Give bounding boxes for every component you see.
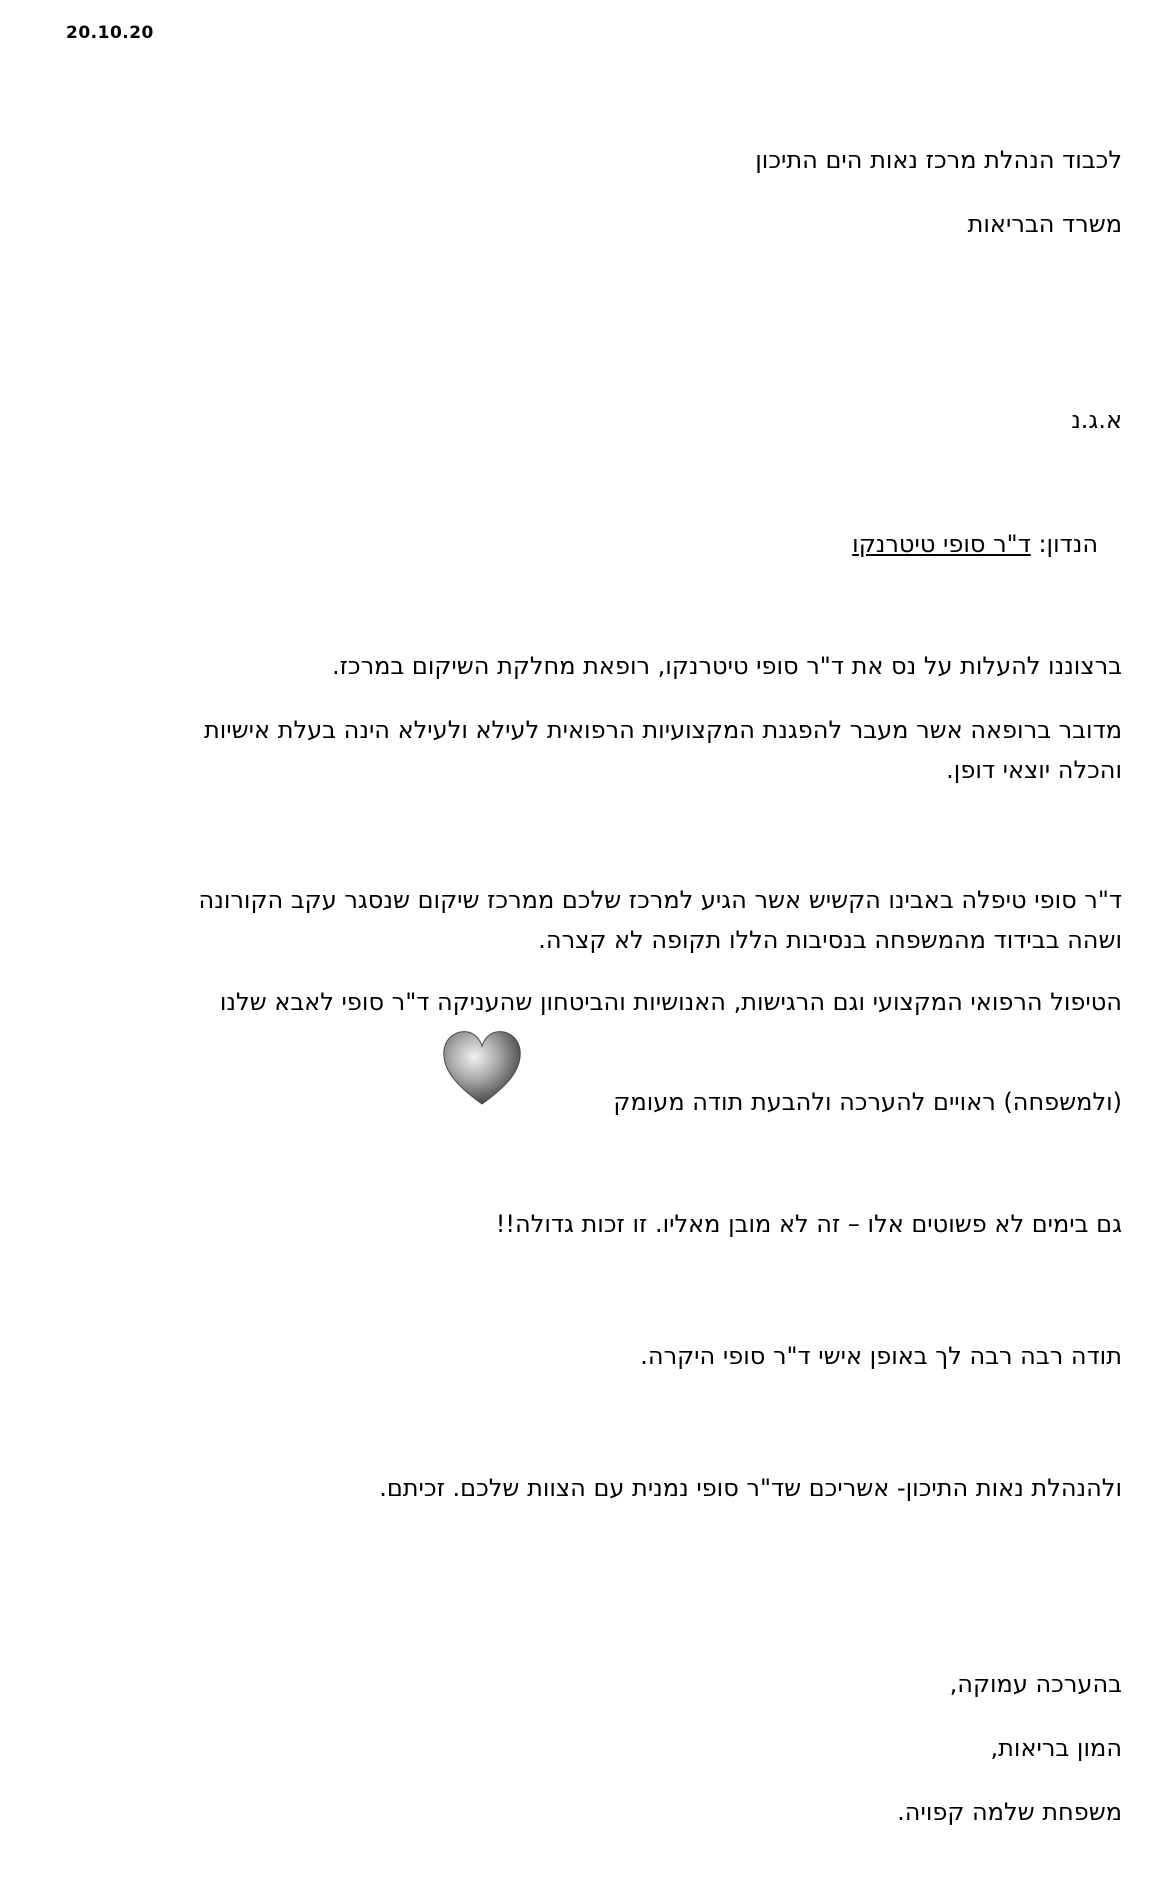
paragraph-4-line-2: (ולמשפחה) ראויים להערכה ולהבעת תודה מעומק [613, 1088, 1122, 1116]
paragraph-6: תודה רבה רבה לך באופן אישי ד"ר סופי היקרה. [640, 1342, 1122, 1370]
subject-name: ד"ר סופי טיטרנקו [852, 530, 1031, 558]
closing-line-1: בהערכה עמוקה, [949, 1670, 1122, 1698]
letter-date: 20.10.20 [66, 23, 154, 43]
subject-label: הנדון: [1030, 530, 1098, 558]
paragraph-2-line-1: מדובר ברופאה אשר מעבר להפגנת המקצועיות הרפואית לעילא ולעילא הינה בעלת אישיות [203, 716, 1122, 744]
paragraph-5: גם בימים לא פשוטים אלו – זה לא מובן מאליו. זו זכות גדולה!! [495, 1210, 1122, 1238]
paragraph-4-line-1: הטיפול הרפואי המקצועי וגם הרגישות, האנושיות והביטחון שהעניקה ד"ר סופי לאבא שלנו [219, 988, 1122, 1016]
paragraph-1: ברצוננו להעלות על נס את ד"ר סופי טיטרנקו, רופאת מחלקת השיקום במרכז. [331, 652, 1122, 680]
paragraph-3-line-2: ושהה בבידוד מהמשפחה בנסיבות הללו תקופה לא קצרה. [538, 926, 1122, 954]
closing-signature: משפחת שלמה קפויה. [897, 1798, 1122, 1826]
paragraph-3-line-1: ד"ר סופי טיפלה באבינו הקשיש אשר הגיע למרכז שלכם ממרכז שיקום שנסגר עקב הקורונה [198, 886, 1122, 914]
paragraph-7: ולהנהלת נאות התיכון- אשריכם שד"ר סופי נמנית עם הצוות שלכם. זכיתם. [379, 1474, 1122, 1502]
paragraph-2-line-2: והכלה יוצאי דופן. [946, 756, 1122, 784]
subject-line [852, 522, 1098, 566]
greeting: א.ג.נ [1071, 406, 1122, 434]
recipient-line-2: משרד הבריאות [967, 210, 1122, 238]
heart-icon [440, 1028, 524, 1108]
recipient-line-1: לכבוד הנהלת מרכז נאות הים התיכון [755, 146, 1122, 174]
closing-line-2: המון בריאות, [990, 1734, 1122, 1762]
